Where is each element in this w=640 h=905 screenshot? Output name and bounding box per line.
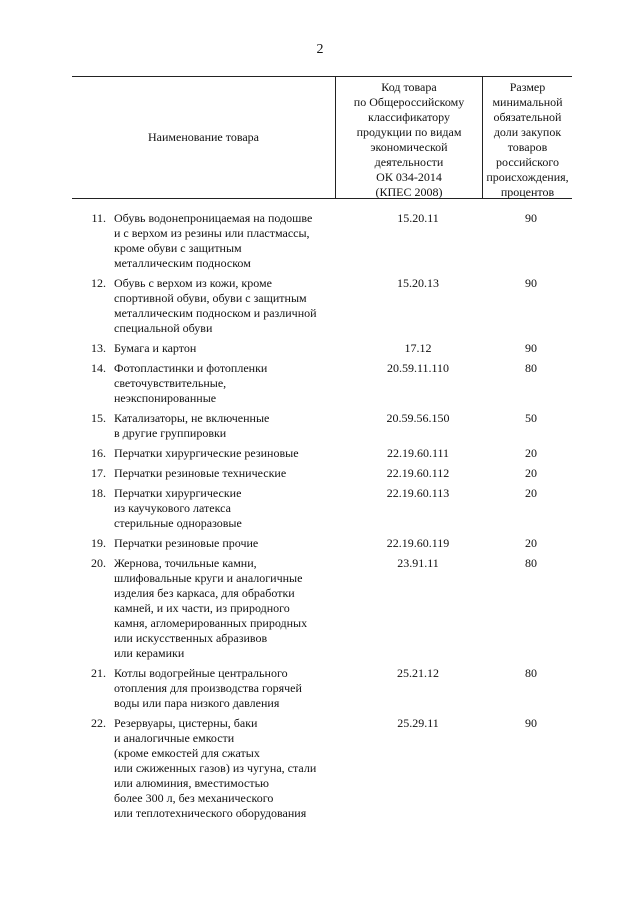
page-number: 2 — [316, 42, 324, 57]
row-name-line: Катализаторы, не включенные — [114, 411, 270, 425]
row-name-line: Перчатки хирургические резиновые — [114, 446, 299, 460]
table-row — [72, 556, 572, 661]
header-code-line: ОК 034-2014 — [376, 170, 442, 184]
header-name: Наименование товара — [147, 130, 259, 144]
row-name-line: специальной обуви — [114, 321, 213, 335]
table-row — [72, 211, 572, 271]
row-name — [114, 446, 344, 461]
row-code: 22.19.60.119 — [386, 536, 450, 550]
row-code: 23.91.11 — [397, 556, 439, 570]
row-name — [114, 716, 344, 821]
row-number: 22. — [91, 716, 106, 730]
row-code: 15.20.11 — [397, 211, 439, 225]
row-name-line: спортивной обуви, обуви с защитным — [114, 291, 307, 305]
row-code: 17.12 — [404, 341, 432, 355]
row-name — [114, 556, 344, 661]
header-size-line: Размер — [509, 80, 546, 94]
table-row — [72, 411, 572, 441]
row-number: 18. — [91, 486, 106, 500]
row-code: 15.20.13 — [397, 276, 439, 290]
row-name — [114, 211, 344, 271]
row-code: 25.21.12 — [397, 666, 439, 680]
row-number: 17. — [91, 466, 106, 480]
row-share: 90 — [525, 341, 537, 355]
row-code: 25.29.11 — [397, 716, 439, 730]
row-name — [114, 341, 344, 356]
row-name-line: воды или пара низкого давления — [114, 696, 280, 710]
table-row — [72, 341, 572, 356]
row-name-line: или керамики — [114, 646, 185, 660]
row-number: 21. — [91, 666, 106, 680]
row-share: 90 — [525, 276, 537, 290]
table-row — [72, 536, 572, 551]
header-size-line: происхождения, — [486, 170, 569, 184]
row-share: 20 — [525, 536, 537, 550]
row-name-line: из каучукового латекса — [114, 501, 231, 515]
header-size-line: процентов — [500, 185, 555, 199]
row-name-line: стерильные одноразовые — [114, 516, 242, 530]
table-header — [72, 76, 572, 199]
row-name-line: в другие группировки — [114, 426, 227, 440]
table-row — [72, 446, 572, 461]
row-number: 15. — [91, 411, 106, 425]
row-number: 14. — [91, 361, 106, 375]
row-name-line: Перчатки хирургические — [114, 486, 242, 500]
row-code: 22.19.60.112 — [386, 466, 450, 480]
row-name-line: или теплотехнического оборудования — [114, 806, 307, 820]
row-name — [114, 466, 344, 481]
row-share: 20 — [525, 466, 537, 480]
row-share: 20 — [525, 446, 537, 460]
row-name-line: Обувь с верхом из кожи, кроме — [114, 276, 272, 290]
row-number: 19. — [91, 536, 106, 550]
row-name — [114, 361, 344, 406]
header-code-line: классификатору — [367, 110, 450, 124]
table-row — [72, 361, 572, 406]
header-size-line: российского — [496, 155, 559, 169]
row-code: 20.59.56.150 — [386, 411, 450, 425]
row-share: 50 — [525, 411, 537, 425]
table-body — [72, 211, 572, 826]
row-share: 80 — [525, 361, 537, 375]
row-name-line: отопления для производства горячей — [114, 681, 302, 695]
row-code: 20.59.11.110 — [386, 361, 450, 375]
row-name-line: или сжиженных газов) из чугуна, стали — [114, 761, 317, 775]
header-size-line: товаров — [507, 140, 548, 154]
header-code-line: продукции по видам — [356, 125, 462, 139]
row-name-line: или алюминия, вместимостью — [114, 776, 270, 790]
row-share: 80 — [525, 666, 537, 680]
header-code-line: экономической — [370, 140, 448, 154]
header-code — [335, 77, 483, 198]
row-name — [114, 536, 344, 551]
table-row — [72, 466, 572, 481]
row-name — [114, 666, 344, 711]
row-name-line: и с верхом из резины или пластмассы, — [114, 226, 310, 240]
row-name-line: камней, и их части, из природного — [114, 601, 290, 615]
row-name-line: Фотопластинки и фотопленки — [114, 361, 268, 375]
row-share: 20 — [525, 486, 537, 500]
row-name-line: Бумага и картон — [114, 341, 197, 355]
row-name-line: Котлы водогрейные центрального — [114, 666, 288, 680]
header-size-line: доли закупок — [493, 125, 562, 139]
row-name-line: светочувствительные, — [114, 376, 227, 390]
table-row — [72, 716, 572, 821]
header-size-line: минимальной — [492, 95, 563, 109]
header-code-line: деятельности — [374, 155, 444, 169]
row-name — [114, 486, 344, 531]
row-number: 11. — [91, 211, 106, 225]
header-code-line: (КПЕС 2008) — [375, 185, 443, 199]
row-name — [114, 411, 344, 441]
header-code-line: Код товара — [381, 80, 437, 94]
row-name-line: Жернова, точильные камни, — [114, 556, 257, 570]
row-name-line: металлическим подноском и различной — [114, 306, 317, 320]
table-row — [72, 666, 572, 711]
header-size-line: обязательной — [493, 110, 562, 124]
row-name-line: металлическим подноском — [114, 256, 251, 270]
row-name-line: неэкспонированные — [114, 391, 217, 405]
table-row — [72, 276, 572, 336]
row-name-line: (кроме емкостей для сжатых — [114, 746, 260, 760]
row-share: 90 — [525, 716, 537, 730]
row-number: 12. — [91, 276, 106, 290]
header-code-line: по Общероссийскому — [353, 95, 465, 109]
row-name-line: более 300 л, без механического — [114, 791, 274, 805]
row-number: 16. — [91, 446, 106, 460]
row-name-line: Резервуары, цистерны, баки — [114, 716, 258, 730]
row-code: 22.19.60.113 — [386, 486, 450, 500]
row-name-line: шлифовальные круги и аналогичные — [114, 571, 303, 585]
row-name-line: Перчатки резиновые технические — [114, 466, 287, 480]
row-share: 90 — [525, 211, 537, 225]
row-name-line: или искусственных абразивов — [114, 631, 268, 645]
row-name-line: и аналогичные емкости — [114, 731, 235, 745]
row-name-line: Обувь водонепроницаемая на подошве — [114, 211, 313, 225]
row-name — [114, 276, 344, 336]
row-number: 13. — [91, 341, 106, 355]
row-code: 22.19.60.111 — [386, 446, 450, 460]
row-number: 20. — [91, 556, 106, 570]
row-name-line: Перчатки резиновые прочие — [114, 536, 259, 550]
row-name-line: изделия без каркаса, для обработки — [114, 586, 295, 600]
row-name-line: кроме обуви с защитным — [114, 241, 242, 255]
row-share: 80 — [525, 556, 537, 570]
row-name-line: камня, агломерированных природных — [114, 616, 308, 630]
table-row — [72, 486, 572, 531]
header-size — [483, 77, 572, 198]
